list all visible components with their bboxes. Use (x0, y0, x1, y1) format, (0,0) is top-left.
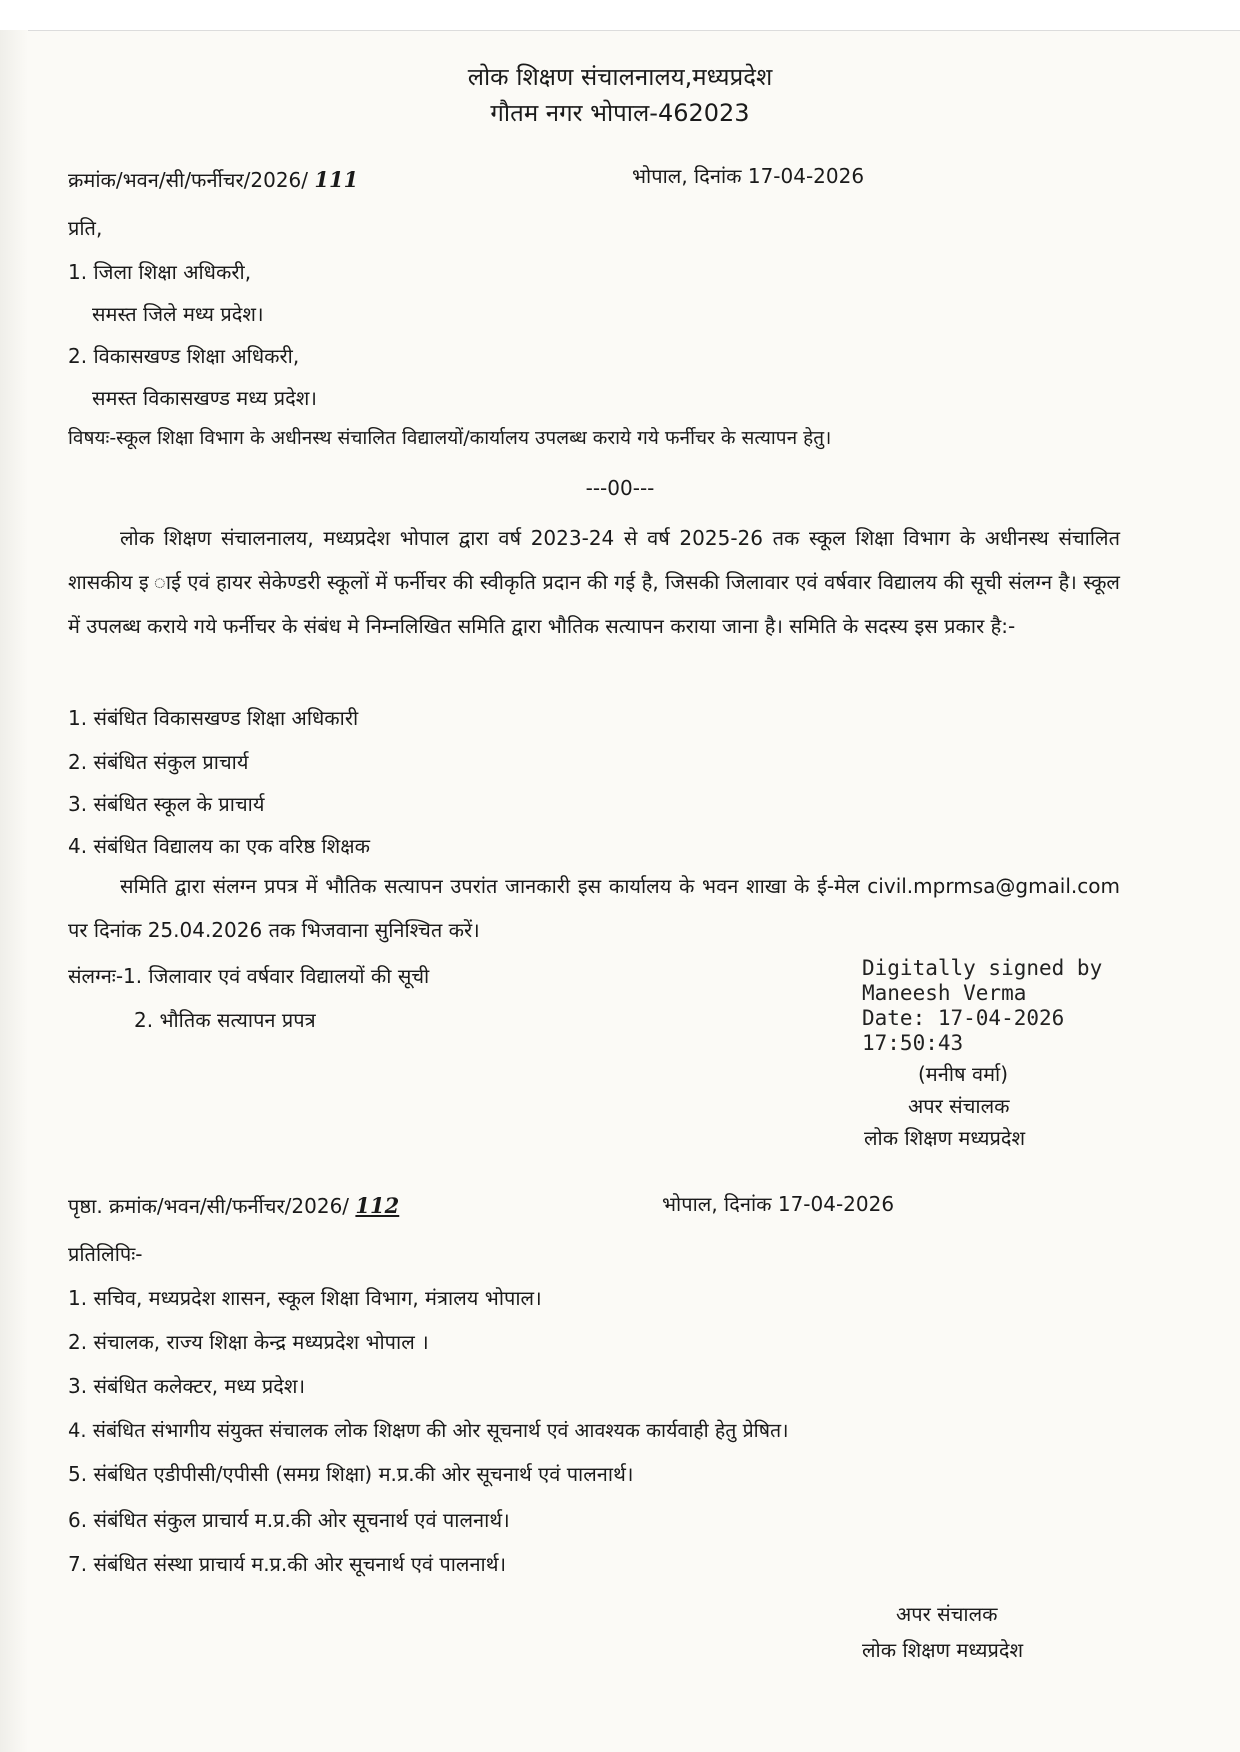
recipient-1-area: समस्त जिले मध्य प्रदेश। (92, 302, 264, 326)
footer-designation: अपर संचालक (896, 1602, 998, 1626)
reference-number-text: क्रमांक/भवन/सी/फर्नीचर/2026/ (68, 168, 309, 192)
attachment-1: संलग्नः-1. जिलावार एवं वर्षवार विद्यालयों की सूची (68, 964, 430, 988)
copy-heading: प्रतिलिपिः- (68, 1242, 143, 1266)
scan-left-edge (0, 30, 28, 1752)
copy-item-1: 1. सचिव, मध्यप्रदेश शासन, स्कूल शिक्षा विभाग, मंत्रालय भोपाल। (68, 1286, 542, 1310)
separator: ---00--- (585, 476, 655, 500)
digital-signature (862, 956, 1102, 1056)
place-date: भोपाल, दिनांक 17-04-2026 (632, 164, 865, 188)
instruction-paragraph: समिति द्वारा संलग्न प्रपत्र में भौतिक सत्यापन उपरांत जानकारी इस कार्यालय के भवन शाखा के ई-मेल civil.mprmsa@gmail.com पर दिनांक 25.04.2026 तक भिजवाना सुनिश्चित करें। (68, 874, 1120, 942)
body-paragraph: लोक शिक्षण संचालनालय, मध्यप्रदेश भोपाल द्वारा वर्ष 2023-24 से वर्ष 2025-26 तक स्कूल शिक्षा विभाग के अधीनस्थ संचालित शासकीय इ ाई एवं हायर सेकेण्डरी स्कूलों में फर्नीचर की स्वीकृति प्रदान की गई है, जिसकी जिलावार एवं वर्षवार विद्यालय की सूची संलग्न है। स्कूल में उपलब्ध कराये गये फर्नीचर के संबंध मे निम्नलिखित समिति द्वारा भौतिक सत्यापन कराया जाना है। समिति के सदस्य इस प्रकार है:- (68, 526, 1120, 638)
committee-member-2: 2. संबंधित संकुल प्राचार्य (68, 750, 249, 774)
signature-line-4: 17:50:43 (862, 1031, 964, 1055)
recipient-2-area: समस्त विकासखण्ड मध्य प्रदेश। (92, 386, 317, 410)
office-heading: लोक शिक्षण संचालनालय,मध्यप्रदेश (467, 63, 773, 91)
committee-member-3: 3. संबंधित स्कूल के प्राचार्य (68, 792, 265, 816)
prati-label: प्रति, (68, 216, 103, 240)
office-address: गौतम नगर भोपाल-462023 (490, 99, 750, 127)
reference-number (68, 166, 358, 193)
committee-member-1: 1. संबंधित विकासखण्ड शिक्षा अधिकारी (68, 706, 359, 730)
signatory-name: (मनीष वर्मा) (918, 1062, 1009, 1086)
scan-top-edge (0, 0, 1240, 31)
signatory-designation: अपर संचालक (908, 1094, 1010, 1118)
signature-line-2: Maneesh Verma (862, 981, 1027, 1005)
copy-item-6: 6. संबंधित संकुल प्राचार्य म.प्र.की ओर सूचनार्थ एवं पालनार्थ। (68, 1508, 510, 1532)
committee-member-4: 4. संबंधित विद्यालय का एक वरिष्ठ शिक्षक (68, 834, 370, 858)
signature-line-1: Digitally signed by (862, 956, 1103, 980)
recipient-2: 2. विकासखण्ड शिक्षा अधिकरी, (68, 344, 300, 368)
footer-office: लोक शिक्षण मध्यप्रदेश (862, 1638, 1024, 1662)
copy-place-date: भोपाल, दिनांक 17-04-2026 (662, 1192, 895, 1216)
signature-line-3: Date: 17-04-2026 (862, 1006, 1065, 1030)
copy-item-7: 7. संबंधित संस्था प्राचार्य म.प्र.की ओर सूचनार्थ एवं पालनार्थ। (68, 1552, 507, 1576)
attachment-2: 2. भौतिक सत्यापन प्रपत्र (134, 1008, 316, 1032)
copy-item-5: 5. संबंधित एडीपीसी/एपीसी (समग्र शिक्षा) म.प्र.की ओर सूचनार्थ एवं पालनार्थ। (68, 1462, 634, 1486)
copy-item-3: 3. संबंधित कलेक्टर, मध्य प्रदेश। (68, 1374, 306, 1398)
subject-line: विषयः-स्कूल शिक्षा विभाग के अधीनस्थ संचालित विद्यालयों/कार्यालय उपलब्ध कराये गये फर्नीचर के सत्यापन हेतु। (68, 427, 832, 449)
signatory-office: लोक शिक्षण मध्यप्रदेश (864, 1126, 1026, 1150)
copy-item-2: 2. संचालक, राज्य शिक्षा केन्द्र मध्यप्रदेश भोपाल । (68, 1330, 429, 1354)
copy-reference-number-text: पृष्ठा. क्रमांक/भवन/सी/फर्नीचर/2026/ (68, 1194, 350, 1218)
handwritten-copy-reference: 112 (355, 1193, 400, 1218)
copy-reference-number (68, 1192, 399, 1219)
recipient-1: 1. जिला शिक्षा अधिकरी, (68, 260, 252, 284)
copy-item-4: 4. संबंधित संभागीय संयुक्त संचालक लोक शिक्षण की ओर सूचनार्थ एवं आवश्यक कार्यवाही हेतु प्रेषित। (68, 1419, 789, 1442)
handwritten-reference: 111 (314, 167, 359, 192)
